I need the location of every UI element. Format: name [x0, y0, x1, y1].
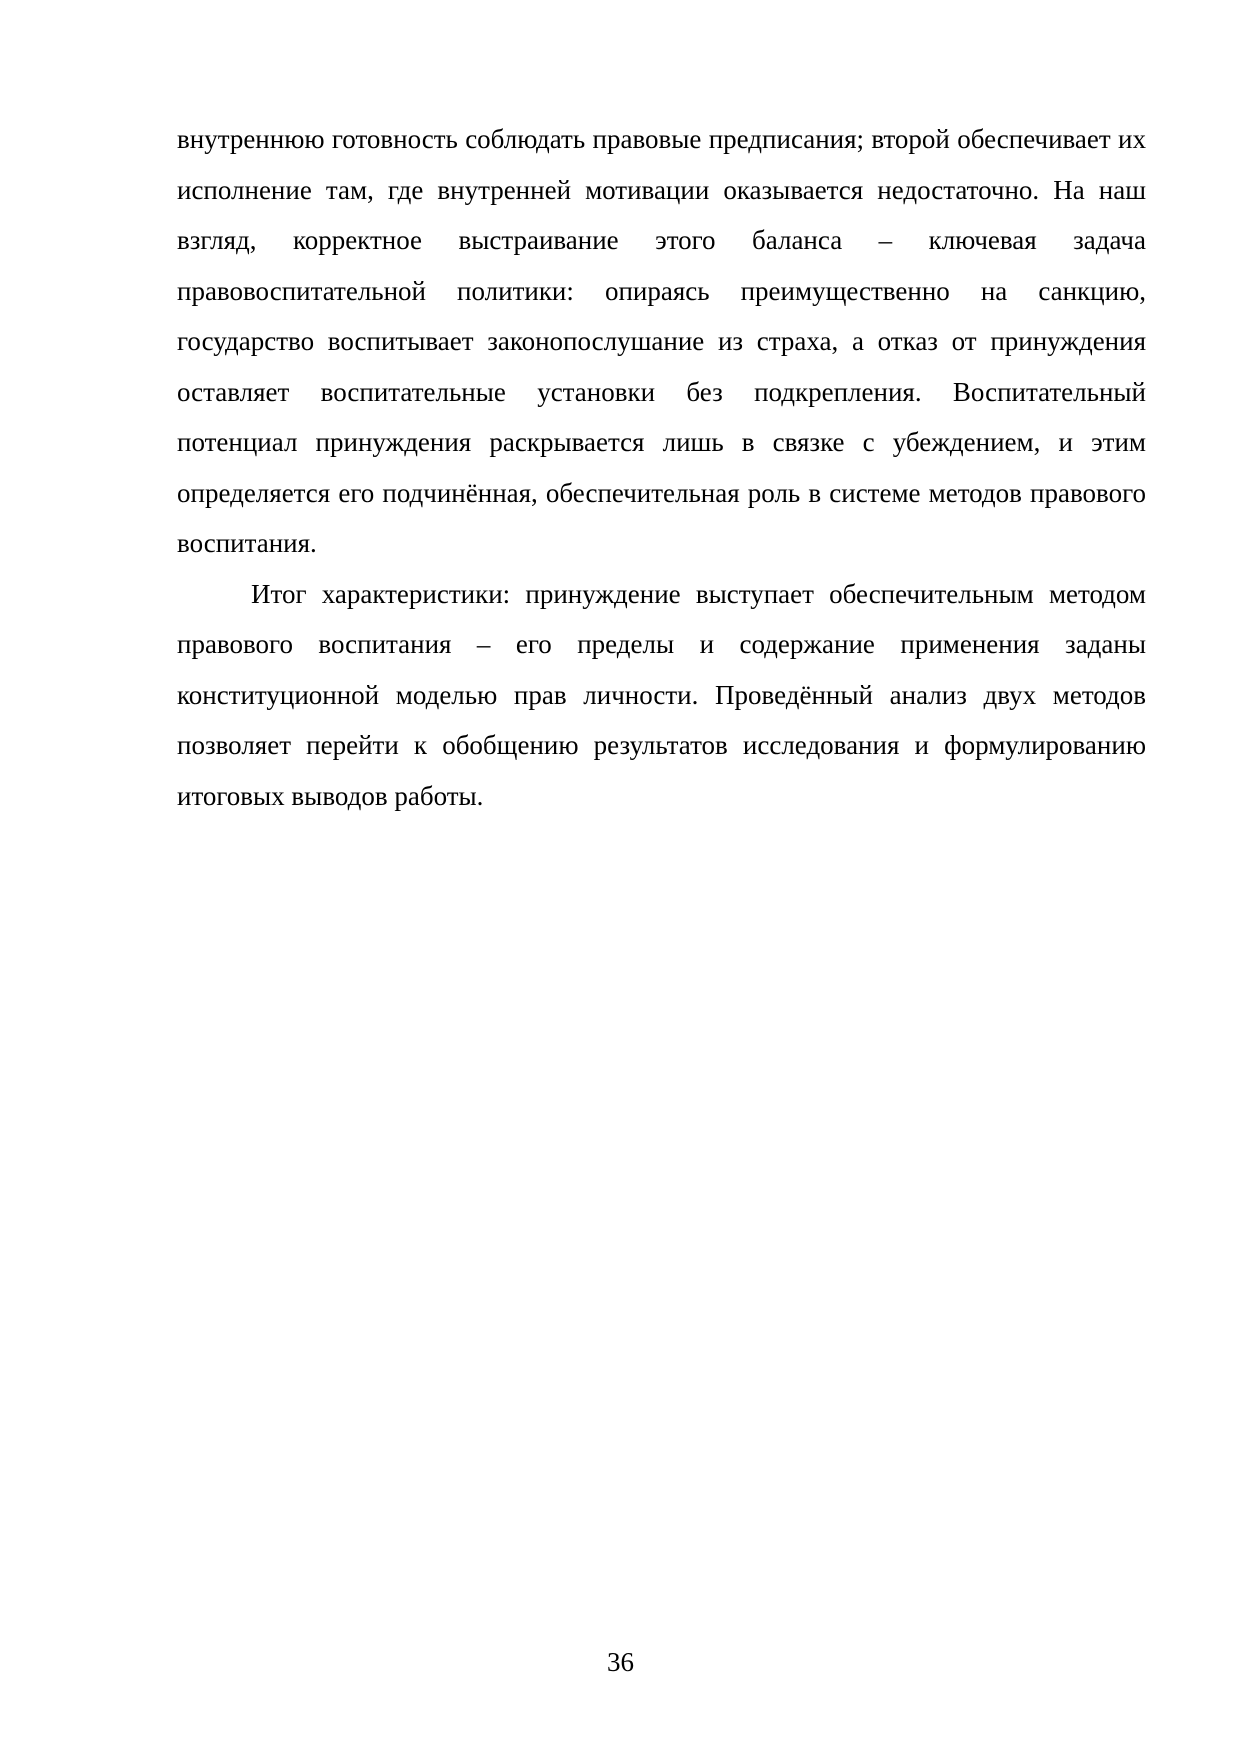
paragraph-conclusion: Итог характеристики: принуждение выступает обеспечительным методом правового воспитания – его пределы и содержание применения заданы конституционной моделью прав личности. Проведённый анализ двух методов позволяет перейти к обобщению результатов исследования и формулированию итоговых выводов работы. — [177, 578, 1146, 811]
page-number: 36 — [607, 1647, 634, 1677]
paragraph-continuation: внутреннюю готовность соблюдать правовые предписания; второй обеспечивает их исполнение там, где внутренней мотивации оказывается недостаточно. На наш взгляд, корректное выстраивание этого баланса – ключевая задача правовоспитательной политики: опираясь преимущественно на санкцию, государство воспитывает законопослушание из страха, а отказ от принуждения оставляет воспитательные установки без подкрепления. Воспитательный потенциал принуждения раскрывается лишь в связке с убеждением, и этим определяется его подчинённая, обеспечительная роль в системе методов правового воспитания. — [177, 124, 1146, 558]
body-text — [177, 114, 1146, 821]
